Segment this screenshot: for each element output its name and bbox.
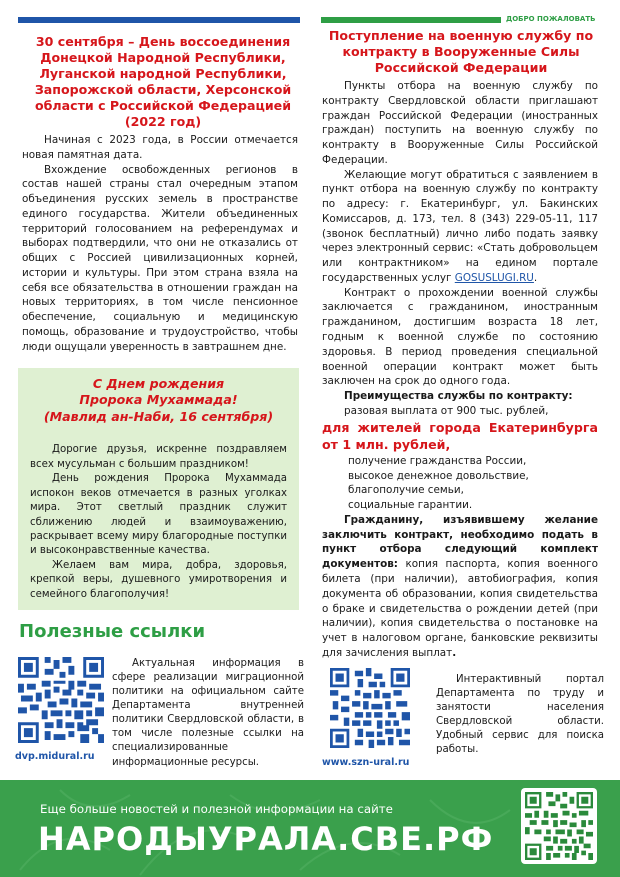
left-paragraph-1: Начиная с 2023 года, в России отмечается новая памятная дата. xyxy=(22,134,298,161)
holiday-greeting-box xyxy=(18,368,299,610)
footer-site-link[interactable]: НАРОДЫУРАЛА.СВЕ.РФ xyxy=(38,820,494,858)
welcome-tag: ДОБРО ПОЖАЛОВАТЬ xyxy=(506,15,596,23)
header-blue-bar xyxy=(18,17,300,23)
footer-subtitle: Еще больше новостей и полезной информации на сайте xyxy=(40,802,393,816)
benefits-heading: Преимущества службы по контракту: xyxy=(344,390,573,403)
qr-code-icon xyxy=(330,668,410,748)
benefit-item: благополучие семьи, xyxy=(348,484,464,497)
benefit-item: социальные гарантии. xyxy=(348,499,473,512)
benefit-item: высокое денежное довольствие, xyxy=(348,469,529,482)
dvp-description: Актуальная информация в сфере реализации миграционной политики на официальном сайте Департамента внутренней политики Свердловской области, в том числе полезные ссылки на специализированные информационные ресурсы. xyxy=(112,658,304,768)
documents-paragraph: Гражданину, изъявившему желание заключить контракт, необходимо подать в пункт отбора следующий комплект документов: копия паспорта, копия военного билета (при наличии), автобиография, копия документа об образовании, копия свидетельства о браке и свидетельства о рождении детей (при наличии), копия свидетельства о постановке на учет в налоговом органе, банковские реквизиты для зачисления выплат. xyxy=(322,513,598,659)
dvp-link[interactable]: dvp.midural.ru xyxy=(15,751,95,762)
left-paragraph-2: Вхождение освобожденных регионов в состав нашей страны стал очередным этапом объединения русских земель в пространстве единого государства. Жители объединенных территорий голосованием на референдумах и выборах подтвердили, что они не отказались от общих с Россией цивилизационных корней, истории и культуры. При этом страна взяла на себя все обязательства в отношении граждан на новых территориях, в том числе пенсионное обеспечение, социальную и медицинскую помощь, образование и трудоустройство, чтобы люди ощущали уверенность в завтрашнем дне. xyxy=(22,163,298,353)
szn-description: Интерактивный портал Департамента по труду и занятости населения Свердловской области. Удобный сервис для поиска работы. xyxy=(436,674,604,756)
benefit-item: получение гражданства России, xyxy=(348,454,527,467)
benefit-payment: разовая выплата от 900 тыс. рублей, xyxy=(344,404,549,417)
holiday-paragraph-3: Желаем вам мира, добра, здоровья, крепкой веры, душевного умиротворения и семейного благополучия! xyxy=(30,559,287,600)
qr-code-icon xyxy=(18,657,104,743)
right-article-title: Поступление на военную службу по контракту в Вооруженные Силы Российской Федерации xyxy=(328,28,594,75)
benefit-ekaterinburg: для жителей города Екатеринбурга от 1 млн. рублей, xyxy=(322,419,598,453)
holiday-paragraph-2: День рождения Пророка Мухаммада испокон веков отмечается в разных уголках мира. Этот светлый праздник служит сближению людей и взаимоуважению, раскрывает всему миру благородные поступки и высоконравственные качества. xyxy=(30,473,287,557)
footer-banner xyxy=(0,780,620,877)
right-article-body xyxy=(322,79,598,661)
qr-code-dvp[interactable] xyxy=(18,657,104,743)
header-green-bar xyxy=(321,17,501,23)
right-paragraph-2: Желающие могут обратиться с заявлением в пункт отбора на военную службу по контракту по адресу: г. Екатеринбург, ул. Бакинских Комиссаров, д. 173, тел. 8 (343) 229-05-11, 117 (звонок бесплатный) лично либо подать заявку через электронный сервис: «Стать добровольцем или контрактником» на едином портале государственных услуг GOSUSLUGI.RU. xyxy=(322,168,598,284)
holiday-paragraph-1: Дорогие друзья, искренне поздравляем всех мусульман с большим праздником! xyxy=(30,444,287,470)
footer-qr-code[interactable] xyxy=(521,788,597,864)
right-paragraph-3: Контракт о прохождении военной службы заключается с гражданином, иностранным гражданином, достигшим возраста 18 лет, годным к военной службе по состоянию здоровья. В период проведения специальной военной операции контракт может быть заключен на срок до одного года. xyxy=(322,286,598,388)
holiday-title: С Днем рождения Пророка Мухаммада! (Мавлид ан-Наби, 16 сентября) xyxy=(43,376,274,424)
left-article-body xyxy=(22,133,298,354)
useful-links-title: Полезные ссылки xyxy=(19,621,206,642)
qr-code-icon xyxy=(525,792,593,860)
left-article-title: 30 сентября – День воссоединения Донецкой Народной Республики, Луганской народной Республики, Запорожской области, Херсонской области с Российской Федерацией (2022 год) xyxy=(34,34,292,129)
qr-code-szn[interactable] xyxy=(330,668,410,748)
szn-link[interactable]: www.szn-ural.ru xyxy=(322,757,410,768)
right-paragraph-1: Пункты отбора на военную службу по контракту Свердловской области приглашают граждан Российской Федерации (иностранных граждан) поступить на военную службу по контракту в Вооруженные Силы Российской Федерации. xyxy=(322,80,598,166)
gosuslugi-link[interactable]: GOSUSLUGI.RU xyxy=(454,271,534,284)
